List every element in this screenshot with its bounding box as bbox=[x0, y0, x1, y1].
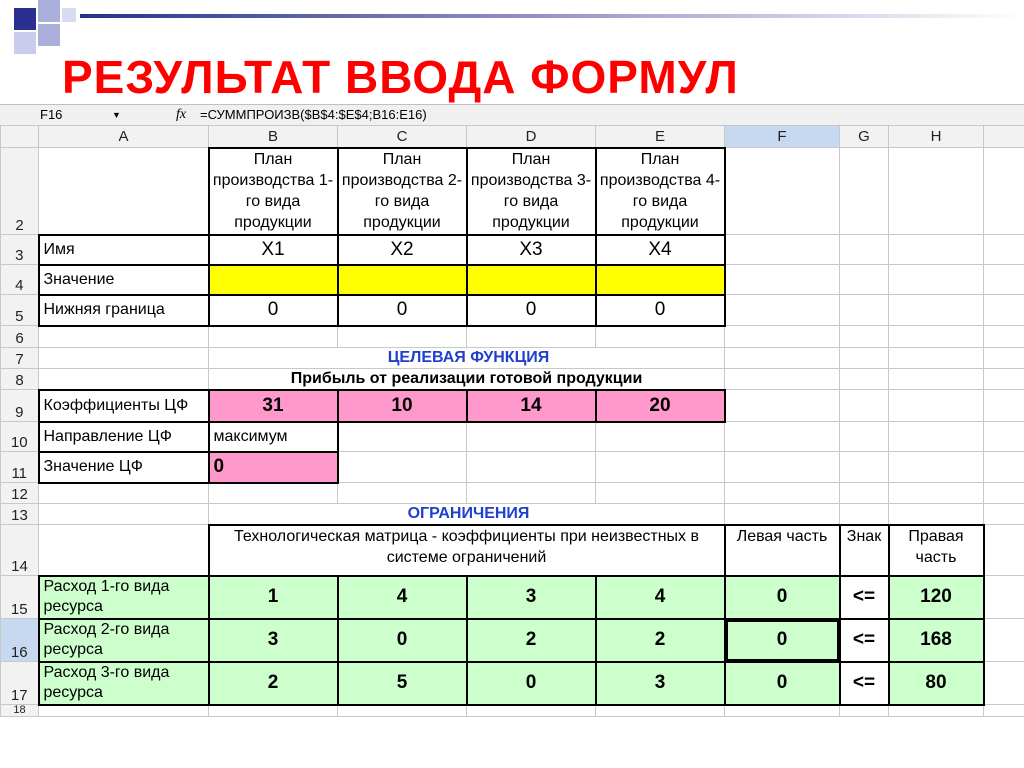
cell[interactable] bbox=[725, 705, 840, 717]
coef-4[interactable]: 20 bbox=[596, 390, 725, 422]
coef-1[interactable]: 31 bbox=[209, 390, 338, 422]
column-header-h[interactable]: H bbox=[889, 126, 984, 148]
column-header-b[interactable]: B bbox=[209, 126, 338, 148]
cell[interactable] bbox=[984, 265, 1024, 295]
label-name[interactable]: Имя bbox=[39, 235, 209, 265]
column-header-c[interactable]: C bbox=[338, 126, 467, 148]
constraint-1-coef-4[interactable]: 4 bbox=[596, 576, 725, 619]
constraint-2-coef-3[interactable]: 2 bbox=[467, 619, 596, 662]
cell[interactable] bbox=[889, 265, 984, 295]
row-header[interactable]: 6 bbox=[1, 326, 39, 348]
cell[interactable] bbox=[338, 452, 467, 483]
constraint-2-right[interactable]: 168 bbox=[889, 619, 984, 662]
row-header[interactable]: 13 bbox=[1, 504, 39, 525]
cell[interactable] bbox=[840, 390, 889, 422]
row-header[interactable]: 2 bbox=[1, 148, 39, 235]
fx-icon[interactable]: fx bbox=[176, 107, 187, 122]
spreadsheet-grid bbox=[0, 125, 1024, 717]
cell[interactable] bbox=[889, 326, 984, 348]
cell[interactable] bbox=[984, 619, 1024, 662]
cell[interactable] bbox=[889, 422, 984, 452]
cell[interactable] bbox=[209, 705, 338, 717]
cell[interactable] bbox=[840, 265, 889, 295]
constraint-2-coef-4[interactable]: 2 bbox=[596, 619, 725, 662]
cell[interactable] bbox=[840, 295, 889, 326]
cell[interactable] bbox=[209, 326, 338, 348]
value-cell-3[interactable] bbox=[467, 265, 596, 295]
cell[interactable] bbox=[725, 483, 840, 504]
header-plan-4[interactable]: План производства 4-го вида продукции bbox=[596, 148, 725, 235]
cell[interactable] bbox=[840, 369, 889, 390]
label-resource-1[interactable]: Расход 1-го вида ресурса bbox=[39, 576, 209, 619]
cell[interactable] bbox=[984, 504, 1024, 525]
constraint-3-right[interactable]: 80 bbox=[889, 662, 984, 705]
label-resource-3[interactable]: Расход 3-го вида ресурса bbox=[39, 662, 209, 705]
right-part-header[interactable]: Правая часть bbox=[889, 525, 984, 576]
column-header-d[interactable]: D bbox=[467, 126, 596, 148]
cell[interactable] bbox=[840, 422, 889, 452]
cell[interactable] bbox=[725, 295, 840, 326]
cell[interactable] bbox=[984, 525, 1024, 576]
row-header[interactable]: 14 bbox=[1, 525, 39, 576]
row-header[interactable]: 12 bbox=[1, 483, 39, 504]
var-name-3[interactable]: X3 bbox=[467, 235, 596, 265]
cell[interactable] bbox=[840, 348, 889, 369]
lower-bound-1[interactable]: 0 bbox=[209, 295, 338, 326]
cell[interactable] bbox=[840, 235, 889, 265]
row-header[interactable]: 9 bbox=[1, 390, 39, 422]
cell[interactable] bbox=[467, 483, 596, 504]
cell[interactable] bbox=[725, 348, 840, 369]
column-header-row bbox=[1, 126, 1024, 148]
row-header[interactable]: 16 bbox=[1, 619, 39, 662]
constraint-1-left[interactable]: 0 bbox=[725, 576, 840, 619]
cell[interactable] bbox=[889, 483, 984, 504]
cell[interactable] bbox=[840, 326, 889, 348]
cell[interactable] bbox=[889, 504, 984, 525]
constraint-2-sign[interactable]: <= bbox=[840, 619, 889, 662]
cell[interactable] bbox=[596, 422, 725, 452]
cell[interactable] bbox=[39, 369, 209, 390]
cell[interactable] bbox=[889, 705, 984, 717]
cell[interactable] bbox=[889, 348, 984, 369]
cell[interactable] bbox=[984, 390, 1024, 422]
cell[interactable] bbox=[984, 369, 1024, 390]
cell[interactable] bbox=[39, 504, 209, 525]
cell[interactable] bbox=[209, 483, 338, 504]
cell[interactable] bbox=[984, 326, 1024, 348]
objective-section-title[interactable]: ЦЕЛЕВАЯ ФУНКЦИЯ bbox=[209, 348, 725, 369]
coef-2[interactable]: 10 bbox=[338, 390, 467, 422]
cell[interactable] bbox=[596, 326, 725, 348]
column-header-a[interactable]: A bbox=[39, 126, 209, 148]
row-header[interactable]: 8 bbox=[1, 369, 39, 390]
row-header[interactable]: 18 bbox=[1, 705, 39, 717]
header-plan-1[interactable]: План производства 1-го вида продукции bbox=[209, 148, 338, 235]
cell[interactable] bbox=[338, 326, 467, 348]
constraint-1-coef-1[interactable]: 1 bbox=[209, 576, 338, 619]
constraint-3-coef-1[interactable]: 2 bbox=[209, 662, 338, 705]
row-header[interactable]: 7 bbox=[1, 348, 39, 369]
cell[interactable] bbox=[984, 235, 1024, 265]
var-name-2[interactable]: X2 bbox=[338, 235, 467, 265]
cell[interactable] bbox=[984, 295, 1024, 326]
cell[interactable] bbox=[889, 369, 984, 390]
label-resource-2[interactable]: Расход 2-го вида ресурса bbox=[39, 619, 209, 662]
cell[interactable] bbox=[889, 390, 984, 422]
cell[interactable] bbox=[596, 483, 725, 504]
constraint-1-sign[interactable]: <= bbox=[840, 576, 889, 619]
row-header[interactable]: 11 bbox=[1, 452, 39, 483]
var-name-1[interactable]: X1 bbox=[209, 235, 338, 265]
constraints-section-title[interactable]: ОГРАНИЧЕНИЯ bbox=[209, 504, 725, 525]
label-direction[interactable]: Направление ЦФ bbox=[39, 422, 209, 452]
cell[interactable] bbox=[338, 705, 467, 717]
cell[interactable] bbox=[725, 235, 840, 265]
cell[interactable] bbox=[467, 326, 596, 348]
constraint-1-coef-3[interactable]: 3 bbox=[467, 576, 596, 619]
cell[interactable] bbox=[467, 452, 596, 483]
constraint-2-coef-2[interactable]: 0 bbox=[338, 619, 467, 662]
constraint-1-right[interactable]: 120 bbox=[889, 576, 984, 619]
lower-bound-4[interactable]: 0 bbox=[596, 295, 725, 326]
cell[interactable] bbox=[889, 452, 984, 483]
lower-bound-3[interactable]: 0 bbox=[467, 295, 596, 326]
cell[interactable] bbox=[840, 452, 889, 483]
constraint-3-coef-4[interactable]: 3 bbox=[596, 662, 725, 705]
column-header-g[interactable]: G bbox=[840, 126, 889, 148]
lower-bound-2[interactable]: 0 bbox=[338, 295, 467, 326]
row-header[interactable]: 3 bbox=[1, 235, 39, 265]
header-plan-2[interactable]: План производства 2-го вида продукции bbox=[338, 148, 467, 235]
coef-3[interactable]: 14 bbox=[467, 390, 596, 422]
objective-subtitle[interactable]: Прибыль от реализации готовой продукции bbox=[209, 369, 725, 390]
value-cell-1[interactable] bbox=[209, 265, 338, 295]
cell[interactable] bbox=[725, 369, 840, 390]
column-header-i[interactable] bbox=[984, 126, 1024, 148]
constraint-3-left[interactable]: 0 bbox=[725, 662, 840, 705]
cell[interactable] bbox=[889, 235, 984, 265]
cell[interactable] bbox=[467, 705, 596, 717]
cell[interactable] bbox=[39, 705, 209, 717]
cell-a2[interactable] bbox=[39, 148, 209, 235]
cell[interactable] bbox=[725, 504, 840, 525]
cell[interactable] bbox=[840, 483, 889, 504]
cell[interactable] bbox=[984, 348, 1024, 369]
name-box[interactable]: F16 bbox=[40, 107, 63, 122]
cell[interactable] bbox=[984, 422, 1024, 452]
constraint-3-sign[interactable]: <= bbox=[840, 662, 889, 705]
cell[interactable] bbox=[596, 705, 725, 717]
cell[interactable] bbox=[725, 326, 840, 348]
select-all-corner[interactable] bbox=[1, 126, 39, 148]
var-name-4[interactable]: X4 bbox=[596, 235, 725, 265]
cell[interactable] bbox=[725, 390, 840, 422]
cell[interactable] bbox=[39, 348, 209, 369]
header-plan-3[interactable]: План производства 3-го вида продукции bbox=[467, 148, 596, 235]
cell[interactable] bbox=[984, 662, 1024, 705]
left-part-header[interactable]: Левая часть bbox=[725, 525, 840, 576]
cell[interactable] bbox=[889, 148, 984, 235]
cell[interactable] bbox=[725, 265, 840, 295]
cell[interactable] bbox=[984, 483, 1024, 504]
cell[interactable] bbox=[596, 452, 725, 483]
constraint-3-coef-3[interactable]: 0 bbox=[467, 662, 596, 705]
formula-bar bbox=[0, 104, 1024, 127]
row-header[interactable]: 10 bbox=[1, 422, 39, 452]
cell[interactable] bbox=[984, 148, 1024, 235]
cell[interactable] bbox=[840, 705, 889, 717]
cell[interactable] bbox=[725, 422, 840, 452]
column-header-f[interactable]: F bbox=[725, 126, 840, 148]
label-coefficients[interactable]: Коэффициенты ЦФ bbox=[39, 390, 209, 422]
row-header[interactable]: 4 bbox=[1, 265, 39, 295]
constraint-2-left-selected[interactable]: 0 bbox=[725, 619, 840, 662]
label-objective-value[interactable]: Значение ЦФ bbox=[39, 452, 209, 483]
cell[interactable] bbox=[840, 148, 889, 235]
cell[interactable] bbox=[840, 504, 889, 525]
sign-header[interactable]: Знак bbox=[840, 525, 889, 576]
value-cell-2[interactable] bbox=[338, 265, 467, 295]
column-header-e[interactable]: E bbox=[596, 126, 725, 148]
label-value[interactable]: Значение bbox=[39, 265, 209, 295]
cell[interactable] bbox=[338, 422, 467, 452]
row-header[interactable]: 5 bbox=[1, 295, 39, 326]
cell[interactable] bbox=[984, 576, 1024, 619]
value-cell-4[interactable] bbox=[596, 265, 725, 295]
label-lower-bound[interactable]: Нижняя граница bbox=[39, 295, 209, 326]
cell[interactable] bbox=[725, 452, 840, 483]
cell[interactable] bbox=[725, 148, 840, 235]
slide-title: РЕЗУЛЬТАТ ВВОДА ФОРМУЛ bbox=[62, 51, 739, 103]
direction-value[interactable]: максимум bbox=[209, 422, 338, 452]
objective-value[interactable]: 0 bbox=[209, 452, 338, 483]
cell[interactable] bbox=[39, 326, 209, 348]
formula-input[interactable]: =СУММПРОИЗВ($B$4:$E$4;B16:E16) bbox=[200, 107, 427, 122]
cell[interactable] bbox=[889, 295, 984, 326]
cell[interactable] bbox=[39, 483, 209, 504]
cell[interactable] bbox=[984, 705, 1024, 717]
cell[interactable] bbox=[39, 525, 209, 576]
cell[interactable] bbox=[984, 452, 1024, 483]
dropdown-arrow-icon[interactable]: ▼ bbox=[112, 110, 121, 120]
cell[interactable] bbox=[338, 483, 467, 504]
constraint-3-coef-2[interactable]: 5 bbox=[338, 662, 467, 705]
row-header[interactable]: 15 bbox=[1, 576, 39, 619]
row-header[interactable]: 17 bbox=[1, 662, 39, 705]
constraint-1-coef-2[interactable]: 4 bbox=[338, 576, 467, 619]
tech-matrix-header[interactable]: Технологическая матрица - коэффициенты при неизвестных в системе ограничений bbox=[209, 525, 725, 576]
constraint-2-coef-1[interactable]: 3 bbox=[209, 619, 338, 662]
title-gradient-bar bbox=[80, 14, 1024, 18]
cell[interactable] bbox=[467, 422, 596, 452]
